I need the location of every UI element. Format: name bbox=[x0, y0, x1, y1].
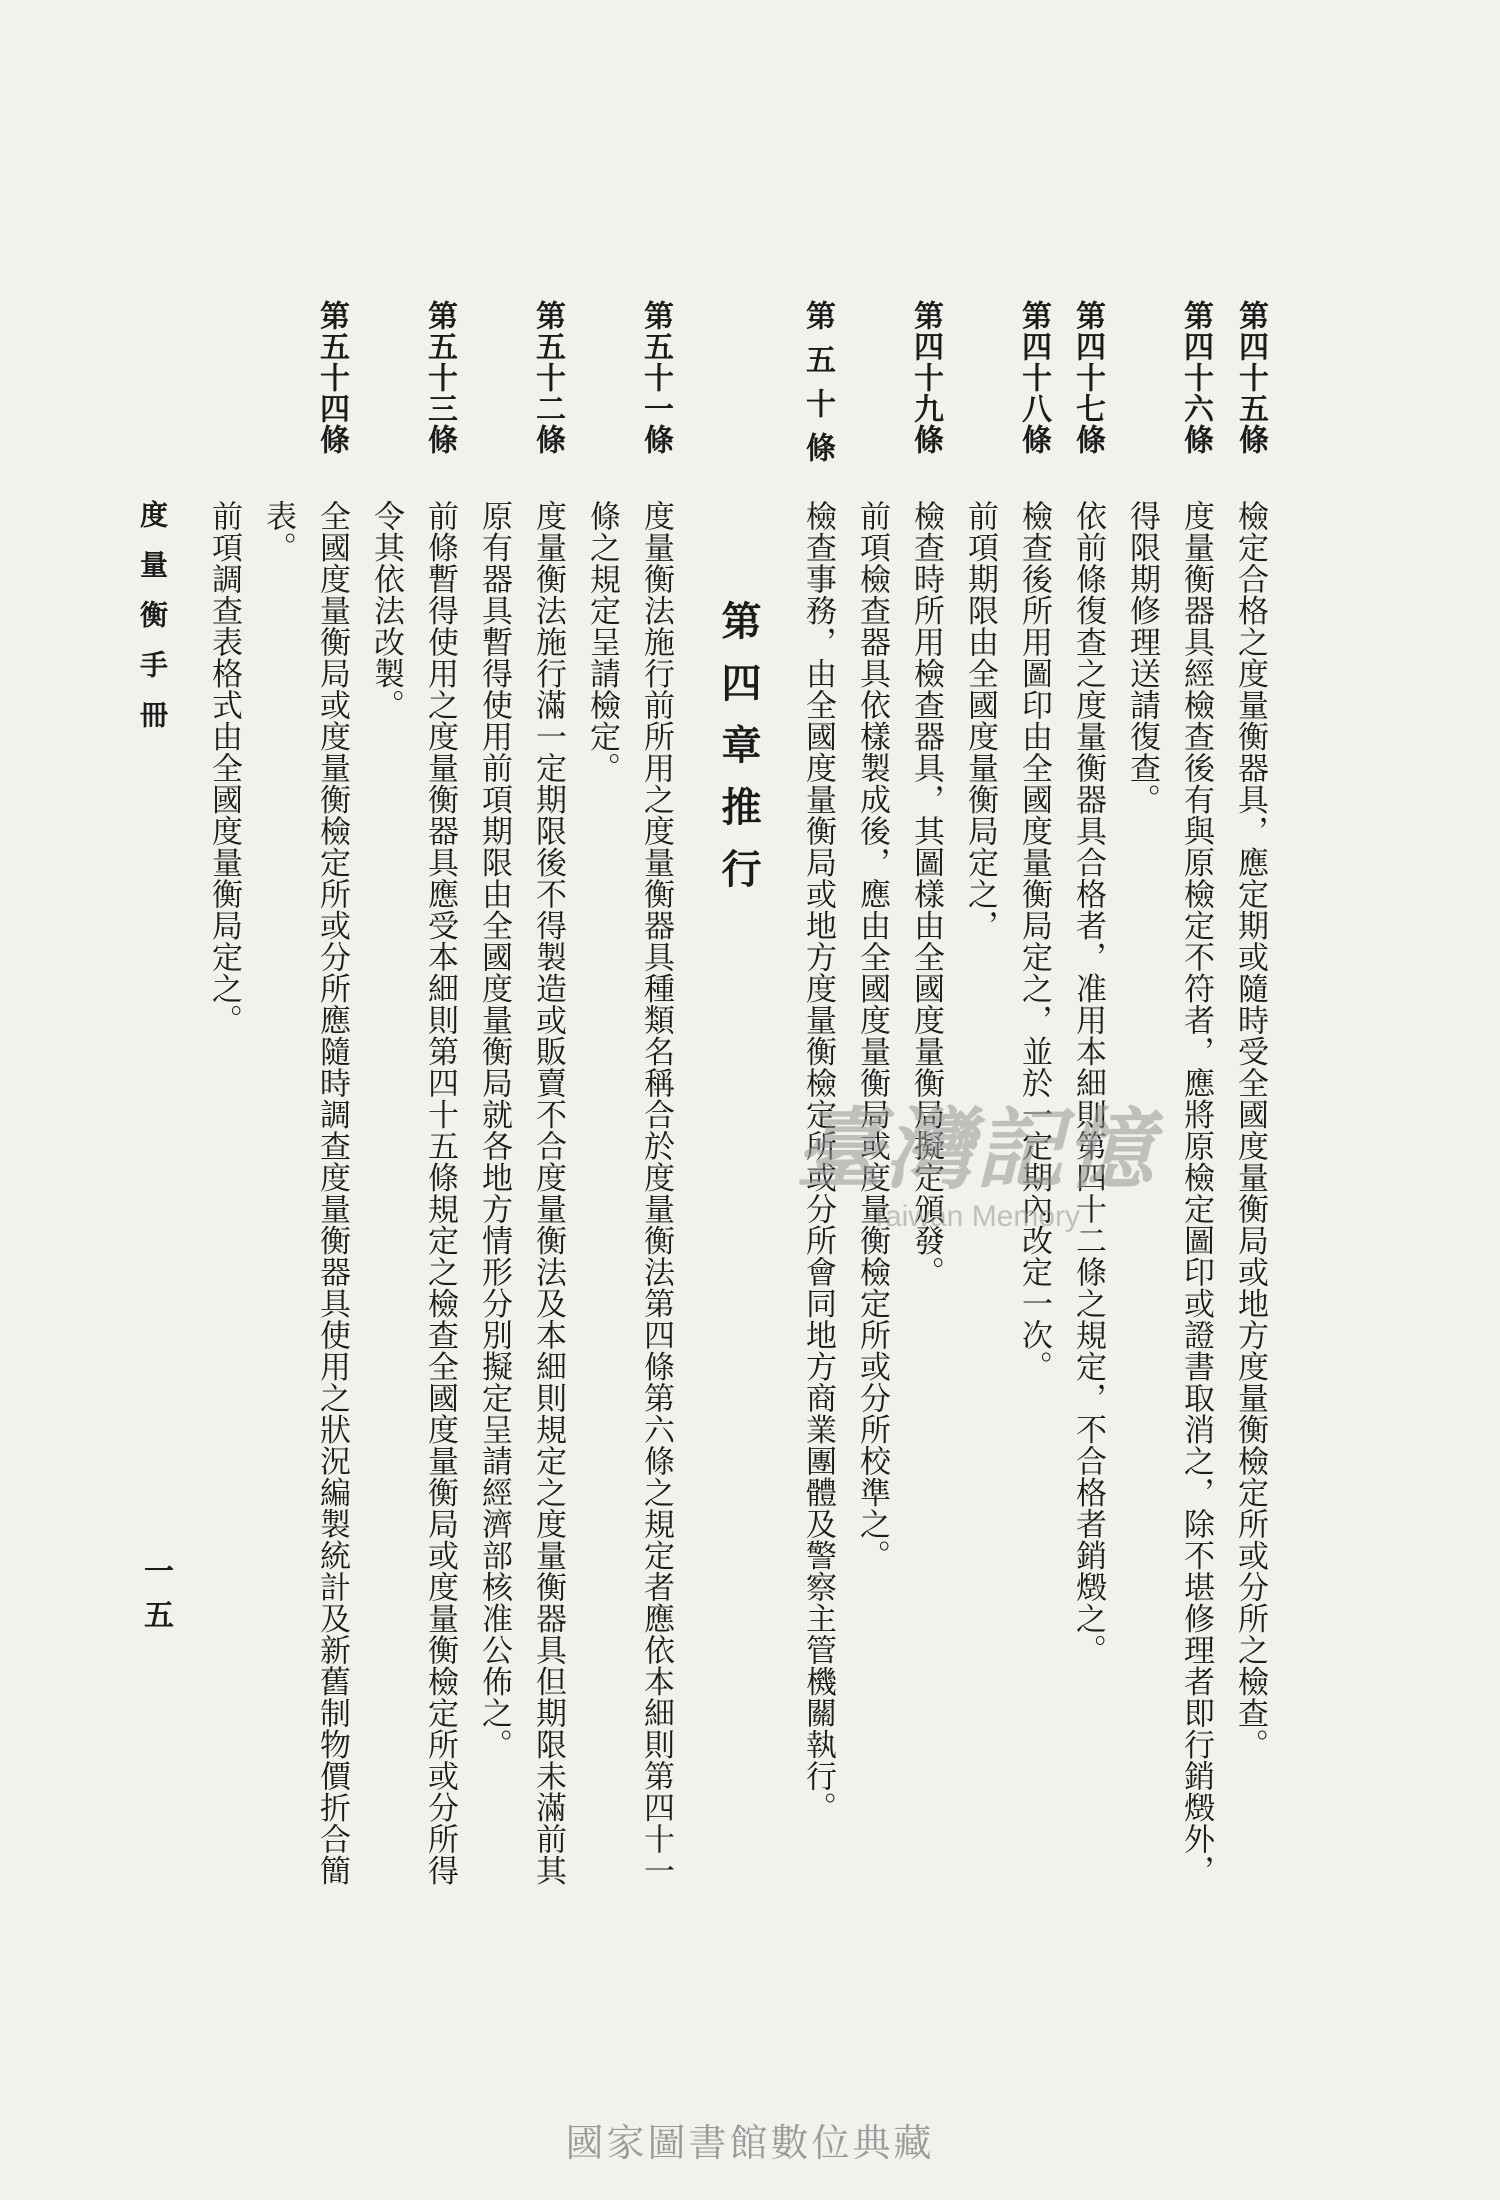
article-label: 第五十四條 bbox=[314, 300, 349, 455]
article-text: 表。 bbox=[260, 500, 296, 563]
article-text: 度量衡法施行前所用之度量衡器具種類名稱合於度量衡法第四條第六條之規定者應依本細則第四十一 bbox=[638, 500, 674, 1886]
article-text: 度量衡器具經檢查後有與原檢定不符者，應將原檢定圖印或證書取消之，除不堪修理者即行銷燬外， bbox=[1178, 500, 1214, 1886]
watermark-logo bbox=[735, 1080, 1215, 1240]
article-label: 第五十條 bbox=[800, 300, 835, 476]
article-text: 檢查事務，由全國度量衡局或地方度量衡檢定所或分所會同地方商業團體及警察主管機關執行。 bbox=[800, 500, 836, 1823]
article-label: 第五十三條 bbox=[422, 300, 457, 455]
article-text: 度量衡法施行滿一定期限後不得製造或販賣不合度量衡法及本細則規定之度量衡器具但期限未滿前其 bbox=[530, 500, 566, 1886]
article-label: 第四十八條 bbox=[1016, 300, 1051, 455]
article-text: 檢查時所用檢查器具，其圖樣由全國度量衡局擬定頒發。 bbox=[908, 500, 944, 1288]
chapter-title: 第四章推行 bbox=[715, 600, 762, 910]
article-text: 檢查後所用圖印由全國度量衡局定之，並於一定期內改定一次。 bbox=[1016, 500, 1052, 1382]
article-text: 前條暫得使用之度量衡器具應受本細則第四十五條規定之檢查全國度量衡局或度量衡檢定所或分所得 bbox=[422, 500, 458, 1886]
page-number: 一五 bbox=[138, 1555, 173, 1643]
article-text: 原有器具暫得使用前項期限由全國度量衡局就各地方情形分別擬定呈請經濟部核准公佈之。 bbox=[476, 500, 512, 1760]
article-label: 第四十九條 bbox=[908, 300, 943, 455]
article-text: 全國度量衡局或度量衡檢定所或分所應隨時調查度量衡器具使用之狀況編製統計及新舊制物價折合簡 bbox=[314, 500, 350, 1886]
article-text: 前項調查表格式由全國度量衡局定之。 bbox=[206, 500, 242, 1036]
article-label: 第四十七條 bbox=[1070, 300, 1105, 455]
article-text: 檢定合格之度量衡器具，應定期或隨時受全國度量衡局或地方度量衡檢定所或分所之檢查。 bbox=[1232, 500, 1268, 1760]
watermark-subtitle: Taiwan Memory bbox=[869, 1200, 1081, 1233]
article-text: 依前條復查之度量衡器具合格者，准用本細則第四十二條之規定，不合格者銷燬之。 bbox=[1070, 500, 1106, 1666]
article-text: 前項期限由全國度量衡局定之， bbox=[962, 500, 998, 941]
watermark-text: 臺灣記憶 bbox=[794, 1097, 1155, 1201]
article-text: 得限期修理送請復查。 bbox=[1124, 500, 1160, 815]
article-text: 前項檢查器具依樣製成後，應由全國度量衡局或度量衡檢定所或分所校準之。 bbox=[854, 500, 890, 1571]
article-text: 條之規定呈請檢定。 bbox=[584, 500, 620, 784]
article-label: 第四十六條 bbox=[1178, 300, 1213, 455]
article-label: 第五十一條 bbox=[638, 300, 673, 455]
footer-credit: 國家圖書館數位典藏 bbox=[565, 2121, 935, 2165]
running-header: 度量衡手冊 bbox=[136, 500, 169, 750]
article-label: 第四十五條 bbox=[1233, 300, 1268, 455]
article-text: 令其依法改製。 bbox=[368, 500, 404, 721]
article-label: 第五十二條 bbox=[530, 300, 565, 455]
